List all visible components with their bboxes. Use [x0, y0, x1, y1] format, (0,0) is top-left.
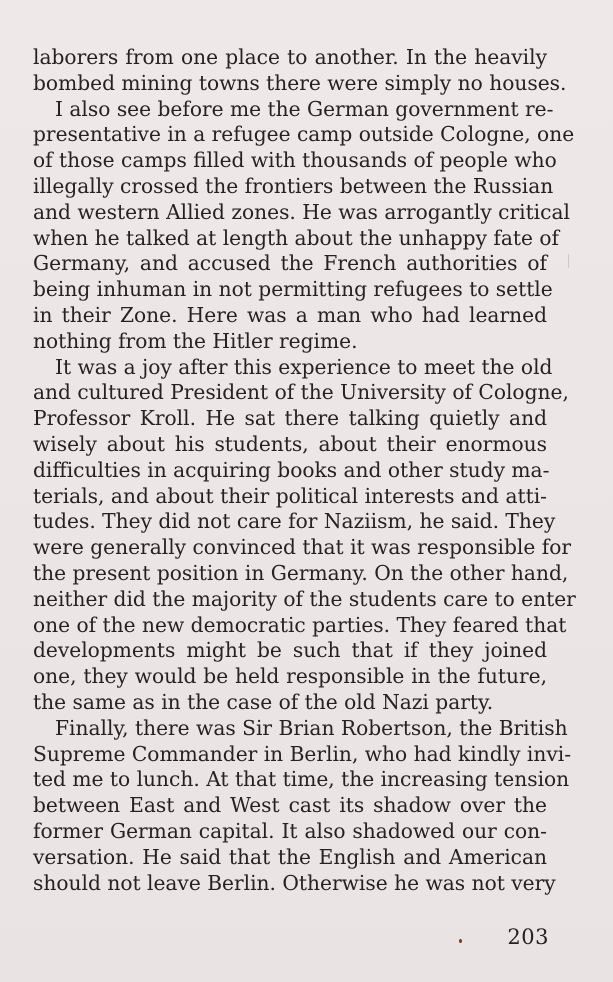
text-line: laborers from one place to another. In the heavily [33, 45, 547, 69]
page-number: 203 [507, 925, 549, 949]
text-line: tudes. They did not care for Naziism, he said. They [33, 509, 556, 534]
body-text [33, 45, 576, 896]
text-line: in their Zone. Here was a man who had learned [33, 302, 547, 327]
text-line: and cultured President of the University of Cologne, [33, 380, 569, 405]
paper-mark [568, 254, 569, 268]
text-line: the same as in the case of the old Nazi party. [33, 689, 494, 714]
text-line: difficulties in acquiring books and other study ma- [33, 457, 550, 482]
text-line: neither did the majority of the students care to enter [33, 586, 576, 611]
text-line: and western Allied zones. He was arrogantly critical [33, 199, 570, 224]
text-line: bombed mining towns there were simply no houses. [33, 70, 567, 95]
text-line: Germany, and accused the French authorities of [33, 251, 547, 276]
text-line: between East and West cast its shadow over the [33, 793, 547, 818]
text-line: terials, and about their political interests and atti- [33, 483, 547, 508]
text-line: Finally, there was Sir Brian Robertson, the British [55, 715, 568, 740]
text-line: It was a joy after this experience to meet the old [55, 354, 553, 379]
text-line: illegally crossed the frontiers between the Russian [33, 173, 554, 198]
text-line: versation. He said that the English and American [33, 844, 547, 869]
text-line: Supreme Commander in Berlin, who had kindly invi- [33, 741, 572, 766]
text-line: ted me to lunch. At that time, the increasing tension [33, 767, 570, 792]
text-line: being inhuman in not permitting refugees to settle [33, 277, 553, 302]
text-line: wisely about his students, about their enormous [33, 431, 547, 456]
text-line: nothing from the Hitler regime. [33, 328, 358, 353]
text-line: presentative in a refugee camp outside Cologne, one [33, 122, 575, 147]
text-line: developments might be such that if they joined [33, 638, 547, 663]
text-line: of those camps filled with thousands of people who [33, 148, 557, 173]
text-line: Professor Kroll. He sat there talking quietly and [33, 406, 547, 431]
text-line: one, they would be held responsible in the future, [33, 664, 547, 689]
text-line: were generally convinced that it was responsible for [33, 535, 572, 560]
text-line: the present position in Germany. On the other hand, [33, 560, 569, 585]
text-line: former German capital. It also shadowed our con- [33, 818, 547, 843]
text-line: one of the new democratic parties. They feared that [33, 612, 567, 637]
text-line: when he talked at length about the unhappy fate of [33, 225, 559, 250]
ink-speck [459, 939, 462, 943]
text-line: should not leave Berlin. Otherwise he was not very [33, 870, 556, 895]
text-line: I also see before me the German government re- [55, 96, 554, 121]
